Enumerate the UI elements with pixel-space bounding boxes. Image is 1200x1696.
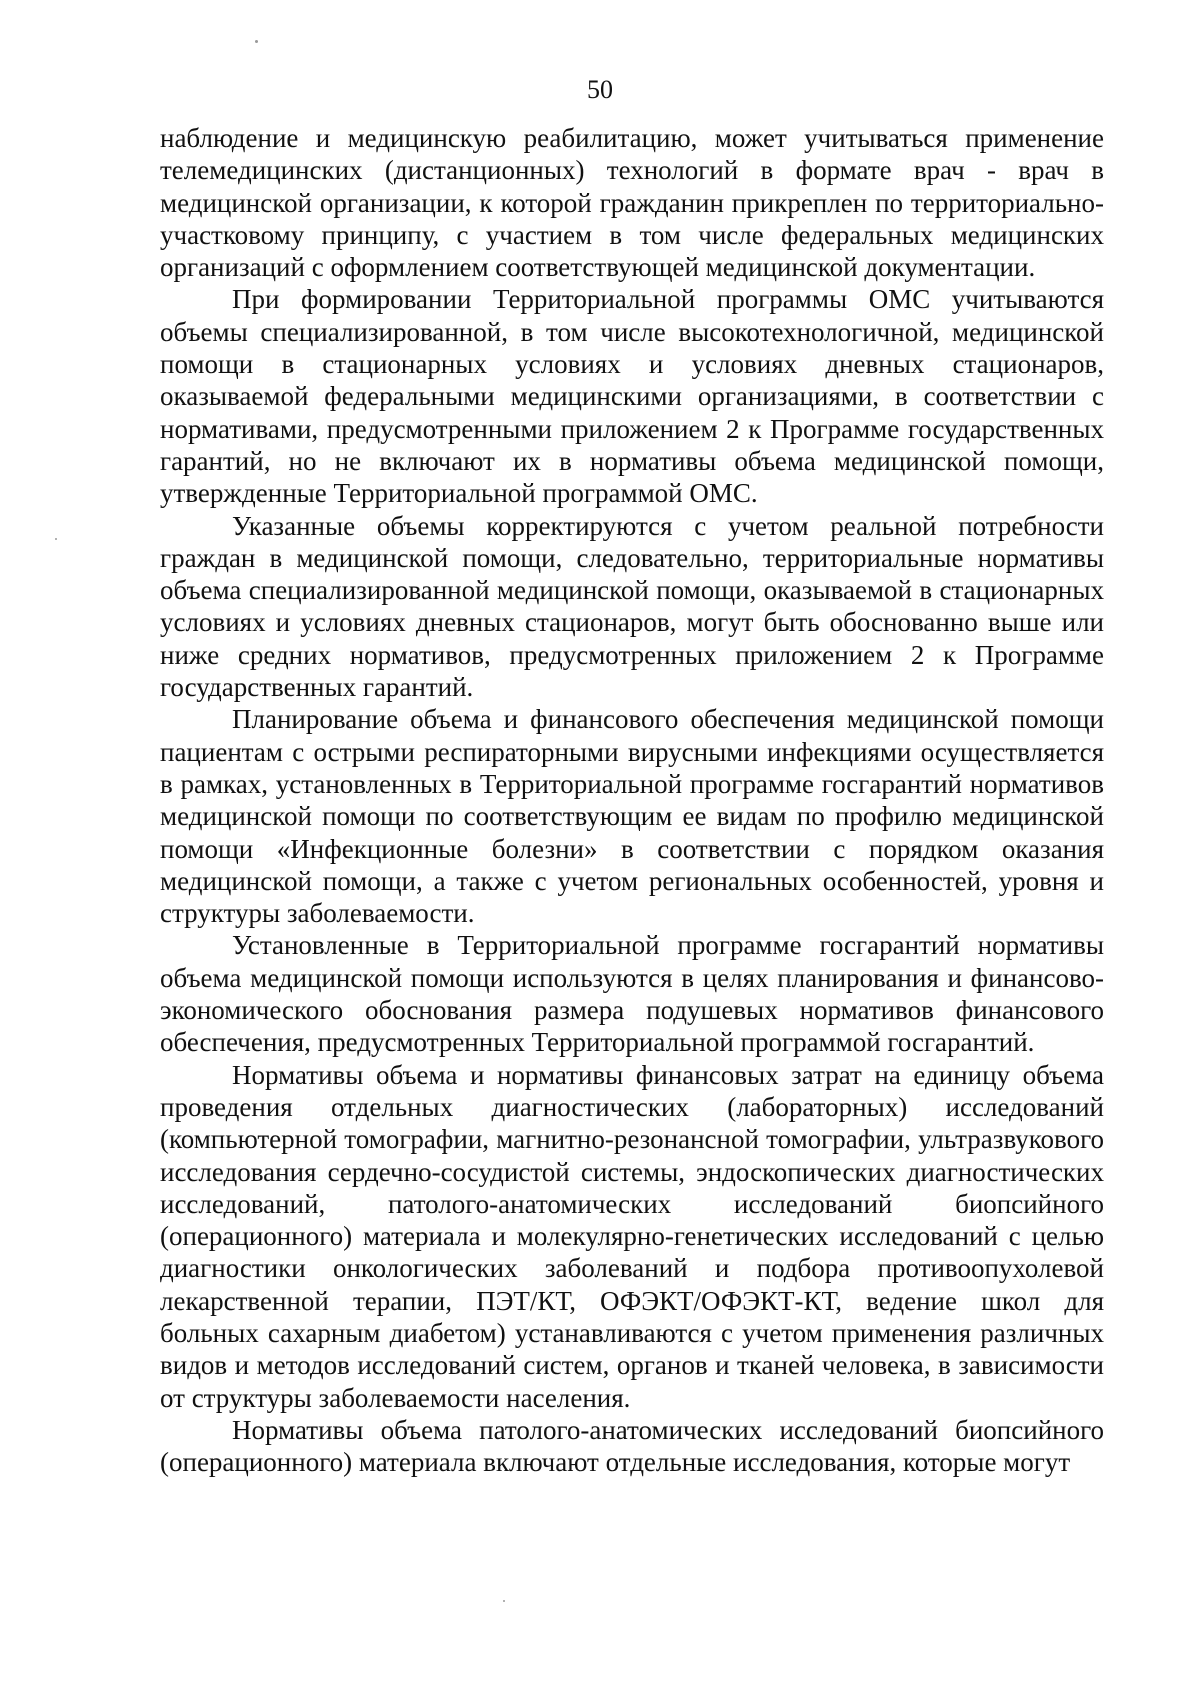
paragraph-diagnostic-standards: Нормативы объема и нормативы финансовых затрат на единицу объема проведения отдельных диагностических (лабораторных) исследований (компьютерной томографии, магнитно-резонансной томографии, ультразвукового исследования сердечно-сосудистой системы, эндоскопических диагностических исследований, патолого-анатомических исследований биопсийного (операционного) материала и молекулярно-генетических исследований с целью диагностики онкологических заболеваний и подбора противоопухолевой лекарственной терапии, ПЭТ/КТ, ОФЭКТ/ОФЭКТ-КТ, ведение школ для больных сахарным диабетом) устанавливаются с учетом применения различных видов и методов исследований систем, органов и тканей человека, в зависимости от структуры заболеваемости населения. [160, 1059, 1104, 1413]
paragraph-biopsy-standards: Нормативы объема патолого-анатомических исследований биопсийного (операционного) материала включают отдельные исследования, которые могут [160, 1414, 1104, 1478]
paragraph-federal-volumes: При формировании Территориальной программы ОМС учитываются объемы специализированной, в том числе высокотехнологичной, медицинской помощи в стационарных условиях и условиях дневных стационаров, оказываемой федеральными медицинскими организациями, в соответствии с нормативами, предусмотренными приложением 2 к Программе государственных гарантий, но не включают их в нормативы объема медицинской помощи, утвержденные Территориальной программой ОМС. [160, 284, 1104, 509]
paragraph-telemedicine-continuation: наблюдение и медицинскую реабилитацию, может учитываться применение телемедицинских (дистанционных) технологий в формате врач - врач в медицинской организации, к которой гражданин прикреплен по территориально-участковому принципу, с участием в том числе федеральных медицинских организаций с оформлением соответствующей медицинской документации. [160, 123, 1104, 283]
scan-speck [55, 538, 57, 540]
scan-speck [503, 1600, 505, 1602]
paragraph-per-capita-standards: Установленные в Территориальной программе госгарантий нормативы объема медицинской помощи используются в целях планирования и финансово-экономического обоснования размера подушевых нормативов финансового обеспечения, предусмотренных Территориальной программой госгарантий. [160, 930, 1104, 1058]
body-text [160, 122, 1104, 1478]
paragraph-arvi-planning: Планирование объема и финансового обеспечения медицинской помощи пациентам с острыми респираторными вирусными инфекциями осуществляется в рамках, установленных в Территориальной программе госгарантий нормативов медицинской помощи по соответствующим ее видам по профилю медицинской помощи «Инфекционные болезни» в соответствии с порядком оказания медицинской помощи, а также с учетом региональных особенностей, уровня и структуры заболеваемости. [160, 704, 1104, 929]
paragraph-volume-correction: Указанные объемы корректируются с учетом реальной потребности граждан в медицинской помощи, следовательно, территориальные нормативы объема специализированной медицинской помощи, оказываемой в стационарных условиях и условиях дневных стационаров, могут быть обоснованно выше или ниже средних нормативов, предусмотренных приложением 2 к Программе государственных гарантий. [160, 510, 1104, 703]
scan-speck [255, 40, 258, 43]
page-number: 50 [587, 75, 613, 104]
